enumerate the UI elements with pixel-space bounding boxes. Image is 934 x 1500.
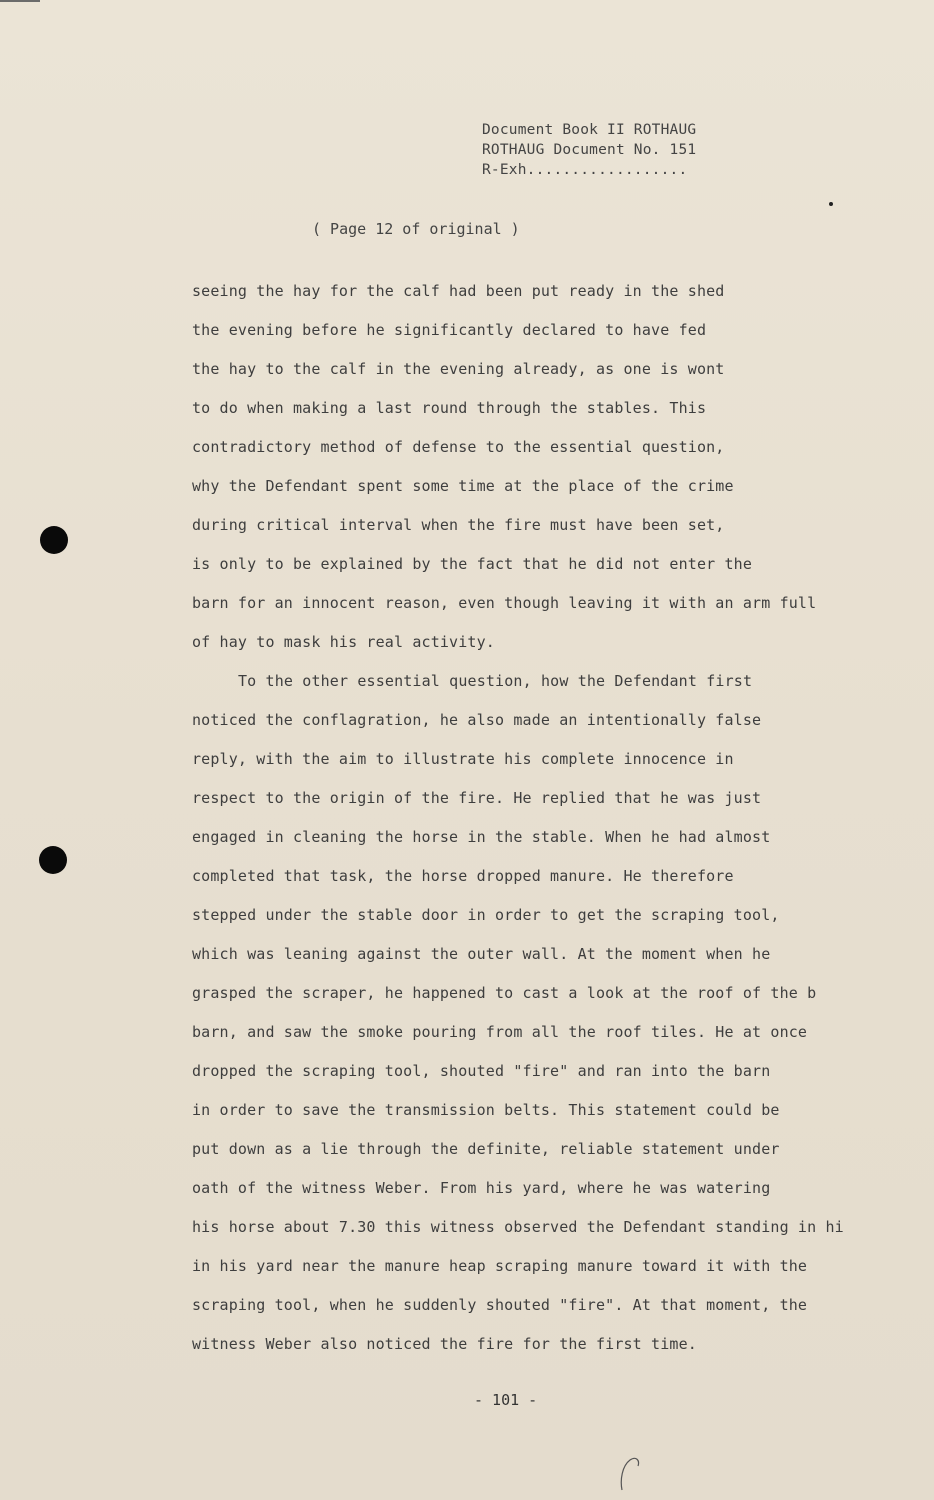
text-line: his horse about 7.30 this witness observed the Defendant standing in hi (192, 1218, 844, 1236)
text-line: to do when making a last round through the stables. This (192, 399, 707, 417)
text-line: during critical interval when the fire must have been set, (192, 516, 725, 534)
text-line: contradictory method of defense to the essential question, (192, 438, 725, 456)
body-text (192, 278, 872, 1370)
punch-hole (40, 526, 68, 554)
text-line-paragraph-start: To the other essential question, how the Defendant first (238, 672, 753, 690)
text-line: why the Defendant spent some time at the place of the crime (192, 477, 734, 495)
text-line: seeing the hay for the calf had been put ready in the shed (192, 282, 725, 300)
text-line: is only to be explained by the fact that he did not enter the (192, 555, 753, 573)
text-line: the evening before he significantly declared to have fed (192, 321, 707, 339)
text-line: dropped the scraping tool, shouted "fire" and ran into the barn (192, 1062, 771, 1080)
text-line: completed that task, the horse dropped manure. He therefore (192, 867, 734, 885)
text-line: the hay to the calf in the evening already, as one is wont (192, 360, 725, 378)
text-line: noticed the conflagration, he also made an intentionally false (192, 711, 762, 729)
text-line: in his yard near the manure heap scraping manure toward it with the (192, 1257, 808, 1275)
corner-mark (0, 0, 40, 8)
text-line: of hay to mask his real activity. (192, 633, 495, 651)
text-line: in order to save the transmission belts. This statement could be (192, 1101, 780, 1119)
text-line: oath of the witness Weber. From his yard, where he was watering (192, 1179, 771, 1197)
text-line: witness Weber also noticed the fire for the first time. (192, 1335, 697, 1353)
text-line: grasped the scraper, he happened to cast a look at the roof of the b (192, 984, 817, 1002)
document-header (482, 120, 742, 180)
text-line: reply, with the aim to illustrate his complete innocence in (192, 750, 734, 768)
text-line: barn, and saw the smoke pouring from all the roof tiles. He at once (192, 1023, 808, 1041)
ink-speck (829, 202, 833, 206)
punch-hole (39, 846, 67, 874)
text-line: which was leaning against the outer wall. At the moment when he (192, 945, 771, 963)
header-book-line: Document Book II ROTHAUG (482, 122, 697, 138)
text-line: stepped under the stable door in order to get the scraping tool, (192, 906, 780, 924)
page-reference: ( Page 12 of original ) (312, 220, 520, 238)
page-number: - 101 - (474, 1391, 538, 1409)
text-line: put down as a lie through the definite, reliable statement under (192, 1140, 780, 1158)
header-document-number: ROTHAUG Document No. 151 (482, 142, 697, 158)
pencil-mark (616, 1452, 646, 1492)
text-line: scraping tool, when he suddenly shouted "fire". At that moment, the (192, 1296, 808, 1314)
text-line: respect to the origin of the fire. He replied that he was just (192, 789, 762, 807)
text-line: engaged in cleaning the horse in the stable. When he had almost (192, 828, 771, 846)
text-line: barn for an innocent reason, even though leaving it with an arm full (192, 594, 817, 612)
header-exhibit-line: R-Exh.................. (482, 162, 688, 178)
